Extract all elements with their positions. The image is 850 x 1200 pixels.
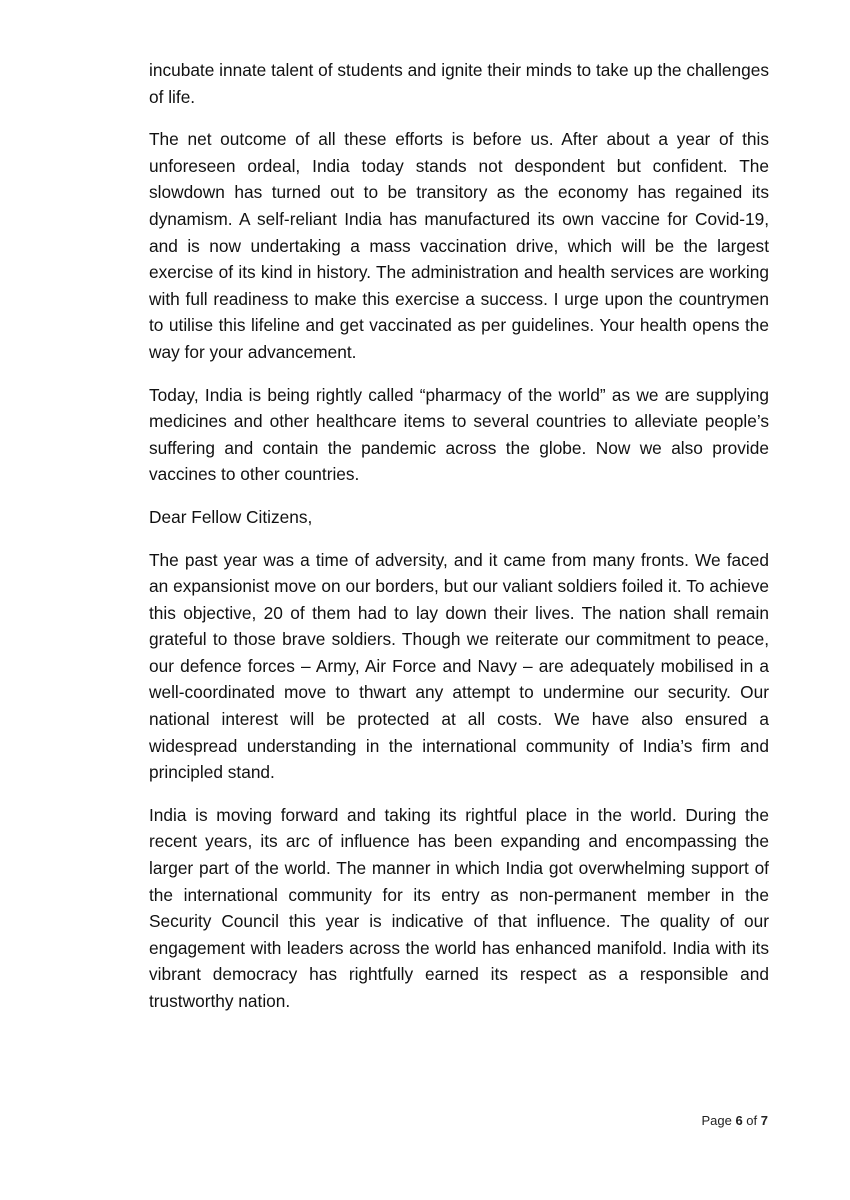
total-pages-number: 7 [760, 1113, 768, 1128]
paragraph: India is moving forward and taking its rightful place in the world. During the recent years, its arc of influence has been expanding and encompassing the larger part of the world. The manner in which India got overwhelming support of the international community for its entry as non-permanent member in the Security Council this year is indicative of that influence. The quality of our engagement with leaders across the world has enhanced manifold. India with its vibrant democracy has rightfully earned its respect as a responsible and trustworthy nation. [149, 804, 769, 1011]
paragraph: The past year was a time of adversity, and it came from many fronts. We faced an expansionist move on our borders, but our valiant soldiers foiled it. To achieve this objective, 20 of them had to lay down their lives. The nation shall remain grateful to those brave soldiers. Though we reiterate our commitment to peace, our defence forces – Army, Air Force and Navy – are adequately mobilised in a well-coordinated move to thwart any attempt to undermine our security. Our national interest will be protected at all costs. We have also ensured a widespread understanding in the international community of India’s firm and principled stand. [149, 549, 769, 783]
document-body [149, 57, 769, 1031]
page-number-footer [660, 1113, 768, 1128]
paragraph: The net outcome of all these efforts is before us. After about a year of this unforeseen ordeal, India today stands not despondent but confident. The slowdown has turned out to be transitory as the economy has regained its dynamism. A self-reliant India has manufactured its own vaccine for Covid-19, and is now undertaking a mass vaccination drive, which will be the largest exercise of its kind in history. The administration and health services are working with full readiness to make this exercise a success. I urge upon the countrymen to utilise this lifeline and get vaccinated as per guidelines. Your health opens the way for your advancement. [149, 129, 769, 362]
salutation: Dear Fellow Citizens, [149, 506, 313, 527]
of-label: of [742, 1113, 761, 1128]
page-label: Page [701, 1113, 736, 1128]
current-page-number: 6 [735, 1113, 743, 1128]
paragraph: incubate innate talent of students and ignite their minds to take up the challenges of life. [149, 60, 769, 107]
paragraph: Today, India is being rightly called “pharmacy of the world” as we are supplying medicines and other healthcare items to several countries to alleviate people’s suffering and contain the pandemic across the globe. Now we also provide vaccines to other countries. [149, 384, 769, 485]
